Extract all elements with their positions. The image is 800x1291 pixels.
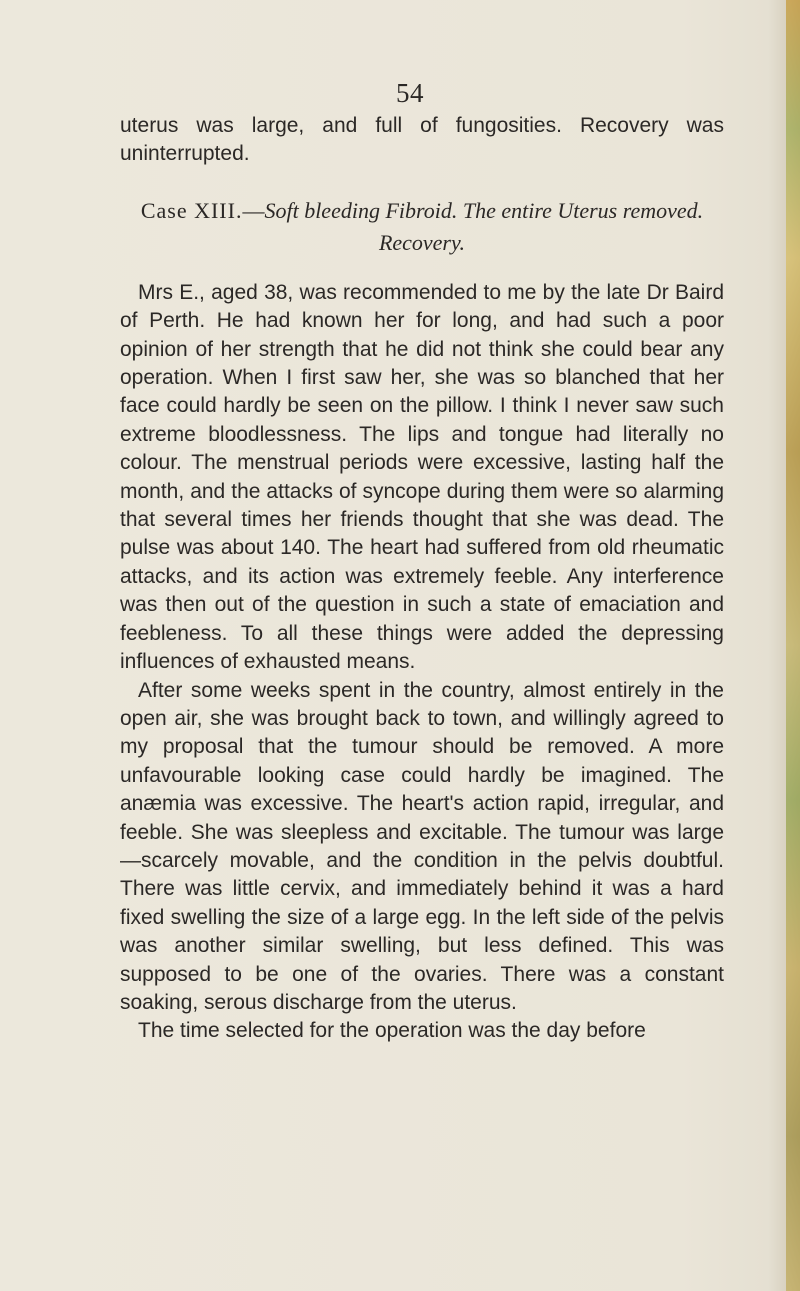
paragraph-continuation: uterus was large, and full of fungosities. Recovery was uninterrupted. (120, 114, 724, 166)
paragraph-examination: After some weeks spent in the country, almost entirely in the open air, she was brought back to town, and willingly agreed to my proposal that the tumour should be removed. A more unfavourable looking case could hardly be imagined. The anæmia was excessive. The heart's action rapid, irregular, and feeble. She was sleepless and excitable. The tumour was large—scarcely movable, and the condition in the pelvis doubtful. There was little cervix, and immediately behind it was a hard fixed swelling the size of a large egg. In the left side of the pelvis was another similar swelling, but less defined. This was supposed to be one of the ovaries. There was a constant soaking, serous discharge from the uterus. (120, 678, 724, 1014)
heading-dash: — (242, 197, 265, 223)
case-heading (120, 195, 724, 259)
body-text (120, 112, 724, 1046)
page-number: 54 (396, 78, 424, 108)
paragraph-case-history: Mrs E., aged 38, was recommended to me by the late Dr Baird of Perth. He had known her for long, and had such a poor opinion of her strength that he did not think she could bear any operation. When I first saw her, she was so blanched that her face could hardly be seen on the pillow. I think I never saw such extreme bloodlessness. The lips and tongue had literally no colour. The menstrual periods were excessive, lasting half the month, and the attacks of syncope during them were so alarming that several times her friends thought that she was dead. The pulse was about 140. The heart had suffered from old rheumatic attacks, and its action was extremely feeble. Any interference was then out of the question in such a state of emaciation and feebleness. To all these things were added the depressing influences of exhausted means. (120, 280, 724, 674)
page-edge (786, 0, 800, 1291)
case-number: Case XIII. (140, 197, 243, 223)
paragraph-operation: The time selected for the operation was the day before (138, 1019, 646, 1043)
case-title: Soft bleeding Fibroid. The entire Uterus removed. Recovery. (264, 197, 704, 255)
